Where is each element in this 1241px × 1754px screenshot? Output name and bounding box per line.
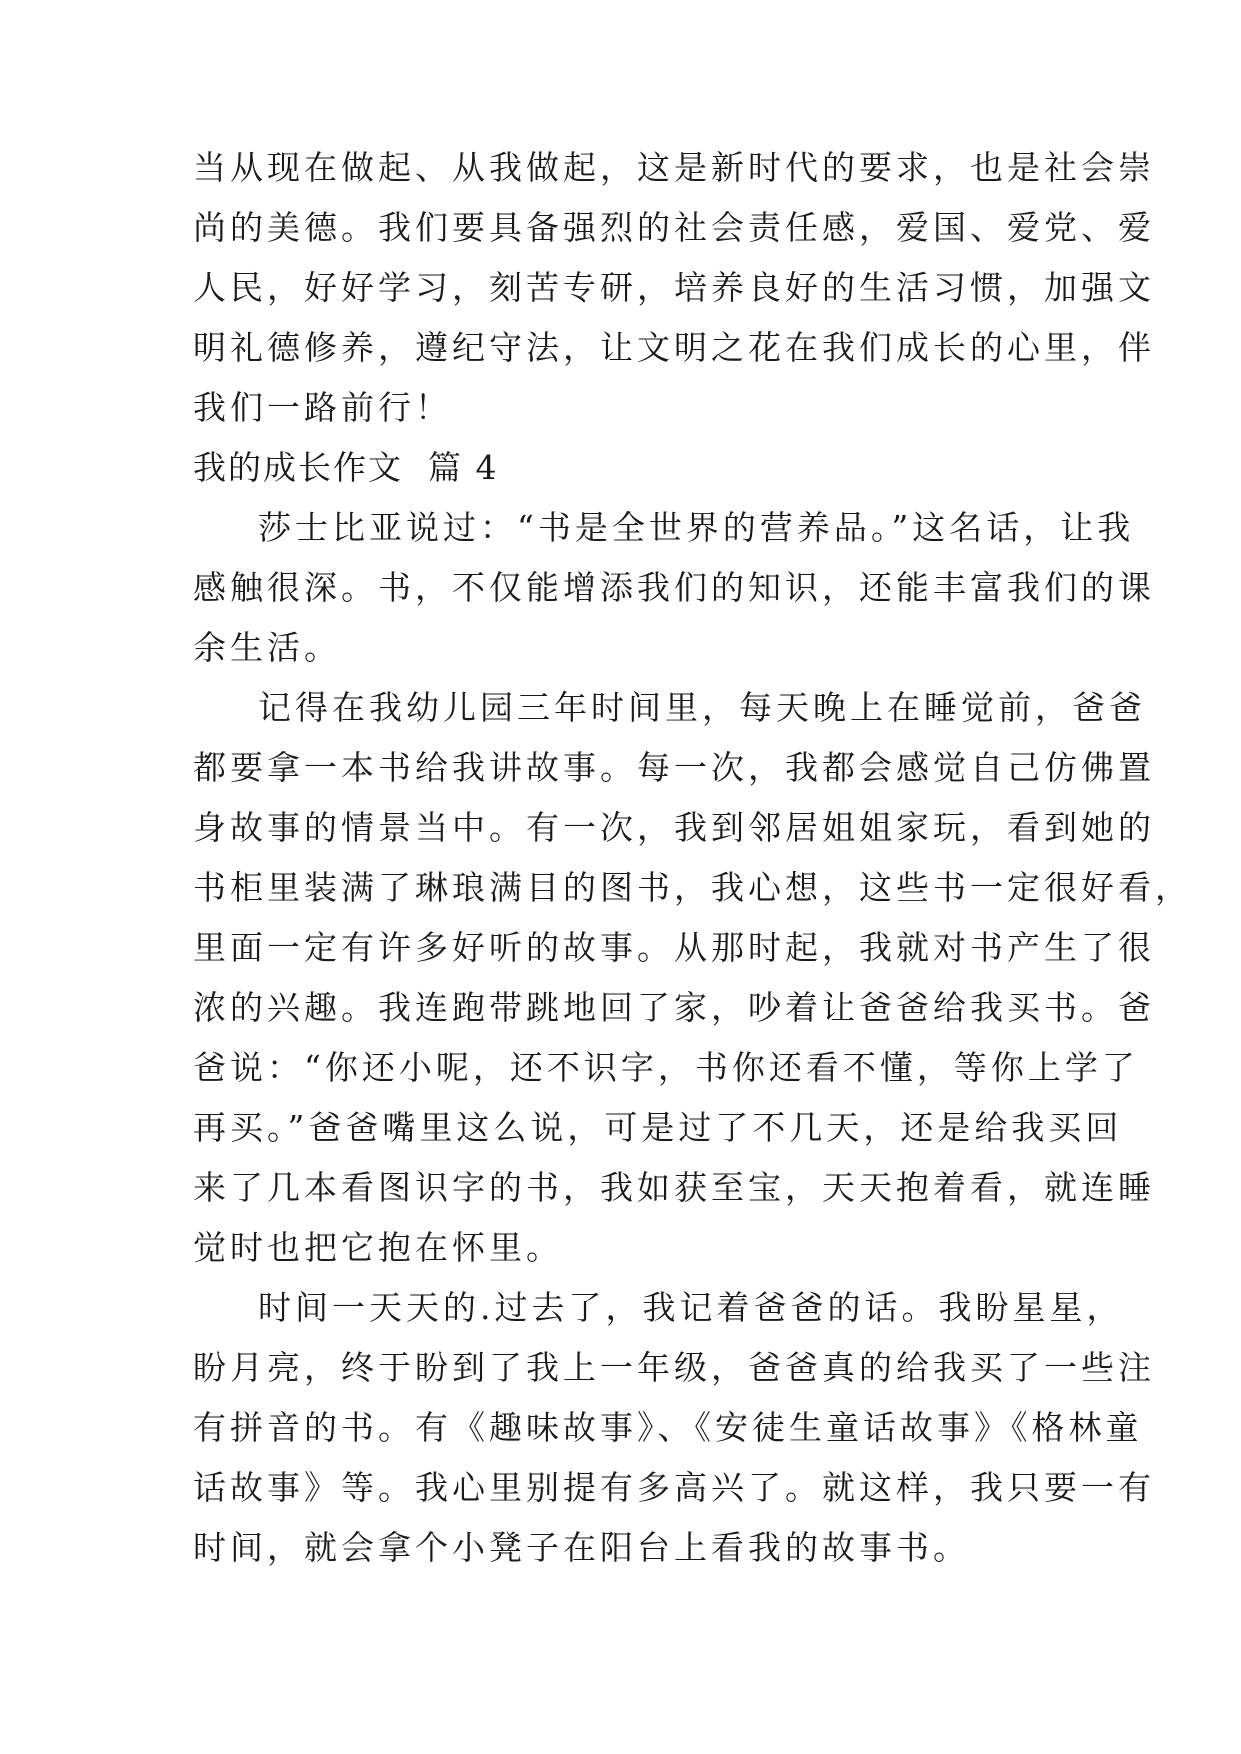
paragraph-3-line-5: 时间，就会拿个小凳子在阳台上看我的故事书。: [193, 1528, 970, 1567]
paragraph-3-line-2: 盼月亮，终于盼到了我上一年级，爸爸真的给我买了一些注: [193, 1348, 1155, 1387]
paragraph-2-line-5: 里面一定有许多好听的故事。从那时起，我就对书产生了很: [193, 928, 1155, 967]
paragraph-1-line-1: 莎士比亚说过：“书是全世界的营养品。”这名话，让我: [258, 508, 1135, 547]
intro-line-3: 人民，好好学习，刻苦专研，培养良好的生活习惯，加强文: [193, 268, 1155, 307]
intro-line-5: 我们一路前行！: [193, 388, 452, 427]
intro-line-2: 尚的美德。我们要具备强烈的社会责任感，爱国、爱党、爱: [193, 208, 1155, 247]
intro-line-1: 当从现在做起、从我做起，这是新时代的要求，也是社会崇: [193, 148, 1155, 187]
section-heading: 我的成长作文 篇 4: [193, 448, 499, 487]
paragraph-1-line-2: 感触很深。书，不仅能增添我们的知识，还能丰富我们的课: [193, 568, 1155, 607]
paragraph-2-line-7: 爸说：“你还小呢，还不识字，书你还看不懂，等你上学了: [193, 1048, 1139, 1087]
paragraph-3-line-4: 话故事》等。我心里别提有多高兴了。就这样，我只要一有: [193, 1468, 1155, 1507]
paragraph-2-line-3: 身故事的情景当中。有一次，我到邻居姐姐家玩，看到她的: [193, 808, 1155, 847]
paragraph-2-line-6: 浓的兴趣。我连跑带跳地回了家，吵着让爸爸给我买书。爸: [193, 988, 1155, 1027]
paragraph-3-line-1: 时间一天天的.过去了，我记着爸爸的话。我盼星星，: [258, 1288, 1124, 1327]
paragraph-3-line-3: 有拼音的书。有《趣味故事》、《安徒生童话故事》《格林童: [193, 1408, 1143, 1447]
paragraph-2-line-8: 再买。”爸爸嘴里这么说，可是过了不几天，还是给我买回: [193, 1108, 1123, 1147]
paragraph-2-line-9: 来了几本看图识字的书，我如获至宝，天天抱着看，就连睡: [193, 1168, 1155, 1207]
paragraph-1-line-3: 余生活。: [193, 628, 341, 667]
intro-line-4: 明礼德修养，遵纪守法，让文明之花在我们成长的心里，伴: [193, 328, 1155, 367]
paragraph-2-line-10: 觉时也把它抱在怀里。: [193, 1228, 563, 1267]
paragraph-2-line-1: 记得在我幼儿园三年时间里，每天晚上在睡觉前，爸爸: [258, 688, 1146, 727]
paragraph-2-line-4: 书柜里装满了琳琅满目的图书，我心想，这些书一定很好看，: [193, 868, 1192, 907]
paragraph-2-line-2: 都要拿一本书给我讲故事。每一次，我都会感觉自己仿佛置: [193, 748, 1155, 787]
